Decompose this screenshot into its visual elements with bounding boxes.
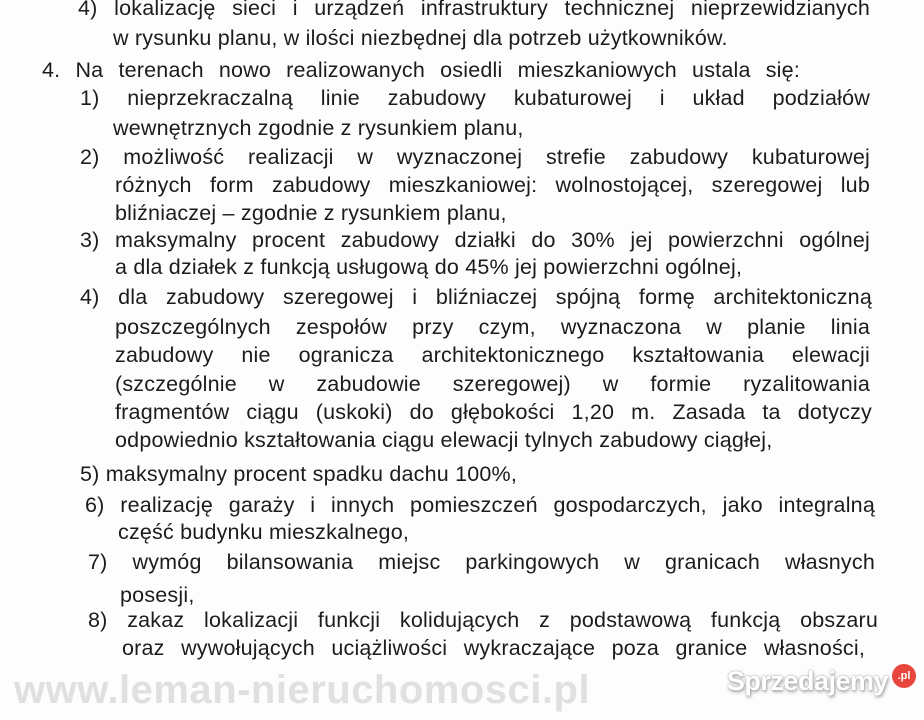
text-line: a dla działek z funkcją usługową do 45% jej powierzchni ogólnej, xyxy=(115,255,743,279)
text-line: (szczególnie w zabudowie szeregowej) w formie ryzalitowania xyxy=(115,372,870,396)
logo-badge: .pl xyxy=(892,664,916,688)
text-line: 4) dla zabudowy szeregowej i bliźniaczej spójną formę architektoniczną xyxy=(80,285,872,309)
text-line: 6) realizację garaży i innych pomieszczeń gospodarczych, jako integralną xyxy=(85,493,875,517)
text-line: 2) możliwość realizacji w wyznaczonej strefie zabudowy kubaturowej xyxy=(80,145,870,169)
text-line: posesji, xyxy=(120,583,195,607)
text-line: odpowiednio kształtowania ciągu elewacji tylnych zabudowy ciągłej, xyxy=(115,428,773,452)
text-line: część budynku mieszkalnego, xyxy=(118,520,410,544)
text-line: 4) lokalizację sieci i urządzeń infrastruktury technicznej nieprzewidzianych xyxy=(78,0,870,20)
text-line: różnych form zabudowy mieszkaniowej: wolnostojącej, szeregowej lub xyxy=(115,173,870,197)
text-line: 1) nieprzekraczalną linie zabudowy kubaturowej i układ podziałów xyxy=(80,86,870,110)
text-line: 3) maksymalny procent zabudowy działki do 30% jej powierzchni ogólnej xyxy=(80,228,870,252)
text-line: w rysunku planu, w ilości niezbędnej dla potrzeb użytkowników. xyxy=(113,26,728,50)
logo-text: Sprzedajemy xyxy=(726,666,888,696)
text-line: zabudowy nie ogranicza architektonicznego kształtowania elewacji xyxy=(115,343,870,367)
section-heading: 4. Na terenach nowo realizowanych osiedli mieszkaniowych ustala się: xyxy=(42,58,800,82)
text-line: bliźniaczej – zgodnie z rysunkiem planu, xyxy=(115,201,507,225)
text-line: poszczególnych zespołów przy czym, wyznaczona w planie linia xyxy=(115,315,870,339)
text-line: 5) maksymalny procent spadku dachu 100%, xyxy=(80,462,518,486)
text-line: 8) zakaz lokalizacji funkcji kolidujących z podstawową funkcją obszaru xyxy=(88,608,878,632)
watermark: www.leman-nieruchomosci.pl xyxy=(14,668,591,712)
sprzedajemy-logo xyxy=(727,664,916,698)
text-line: oraz wywołujących uciążliwości wykraczające poza granice własności, xyxy=(122,636,865,660)
text-line: wewnętrznych zgodnie z rysunkiem planu, xyxy=(113,116,524,140)
text-line: 7) wymóg bilansowania miejsc parkingowych w granicach własnych xyxy=(88,550,875,574)
text-line: fragmentów ciągu (uskoki) do głębokości 1,20 m. Zasada ta dotyczy xyxy=(115,400,872,424)
